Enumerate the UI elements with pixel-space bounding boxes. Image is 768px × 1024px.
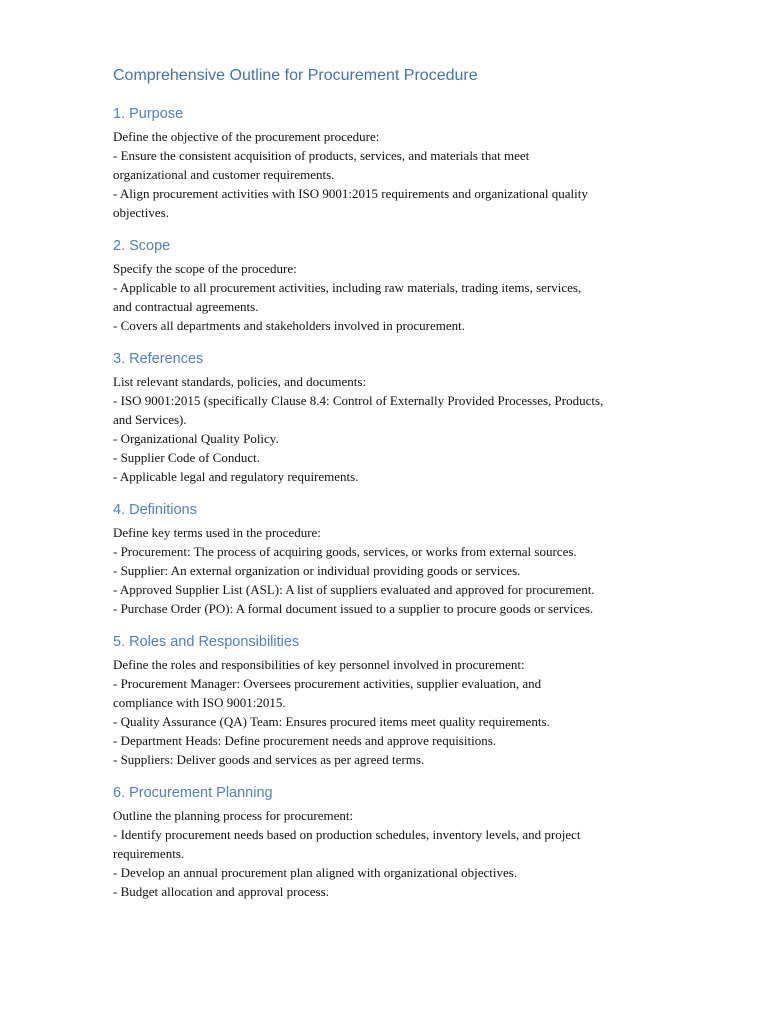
text-line: - ISO 9001:2015 (specifically Clause 8.4: Control of Externally Provided Processes, Products, [113,393,604,408]
text-line: and contractual agreements. [113,299,259,314]
text-line: and Services). [113,412,187,427]
text-line: - Organizational Quality Policy. [113,431,279,446]
text-line: - Ensure the consistent acquisition of products, services, and materials that meet [113,148,530,163]
text-line: - Applicable to all procurement activities, including raw materials, trading items, services, [113,280,582,295]
section-heading: 1. Purpose [113,106,184,122]
text-line: Define key terms used in the procedure: [113,525,321,540]
section-references [113,349,673,486]
document-title: Comprehensive Outline for Procurement Procedure [113,67,478,84]
text-line: - Supplier Code of Conduct. [113,450,260,465]
text-line: compliance with ISO 9001:2015. [113,695,286,710]
text-line: - Procurement Manager: Oversees procurement activities, supplier evaluation, and [113,676,542,691]
text-line: - Supplier: An external organization or individual providing goods or services. [113,563,521,578]
text-line: - Purchase Order (PO): A formal document issued to a supplier to procure goods or services. [113,601,594,616]
section-purpose [113,104,673,222]
text-line: objectives. [113,205,169,220]
text-line: - Identify procurement needs based on production schedules, inventory levels, and project [113,827,581,842]
text-line: - Suppliers: Deliver goods and services as per agreed terms. [113,752,425,767]
text-line: - Procurement: The process of acquiring goods, services, or works from external sources. [113,544,577,559]
text-line: Define the objective of the procurement procedure: [113,129,380,144]
text-line: - Applicable legal and regulatory requirements. [113,469,359,484]
section-procurement-planning [113,783,673,901]
text-line: - Align procurement activities with ISO 9001:2015 requirements and organizational quality [113,186,588,201]
text-line: List relevant standards, policies, and documents: [113,374,367,389]
text-line: - Quality Assurance (QA) Team: Ensures procured items meet quality requirements. [113,714,550,729]
text-line: - Covers all departments and stakeholders involved in procurement. [113,318,465,333]
section-heading: 6. Procurement Planning [113,785,273,801]
section-heading: 3. References [113,351,204,367]
text-line: - Budget allocation and approval process. [113,884,329,899]
section-heading: 2. Scope [113,238,171,254]
section-scope [113,236,673,335]
section-roles-and-responsibilities [113,632,673,769]
section-heading: 4. Definitions [113,502,197,518]
text-line: - Develop an annual procurement plan aligned with organizational objectives. [113,865,518,880]
text-line: - Approved Supplier List (ASL): A list of suppliers evaluated and approved for procurement. [113,582,595,597]
text-line: - Department Heads: Define procurement needs and approve requisitions. [113,733,497,748]
text-line: organizational and customer requirements. [113,167,335,182]
section-definitions [113,500,673,618]
text-line: Specify the scope of the procedure: [113,261,297,276]
text-line: Outline the planning process for procurement: [113,808,354,823]
text-line: Define the roles and responsibilities of key personnel involved in procurement: [113,657,525,672]
section-heading: 5. Roles and Responsibilities [113,634,300,650]
text-line: requirements. [113,846,185,861]
